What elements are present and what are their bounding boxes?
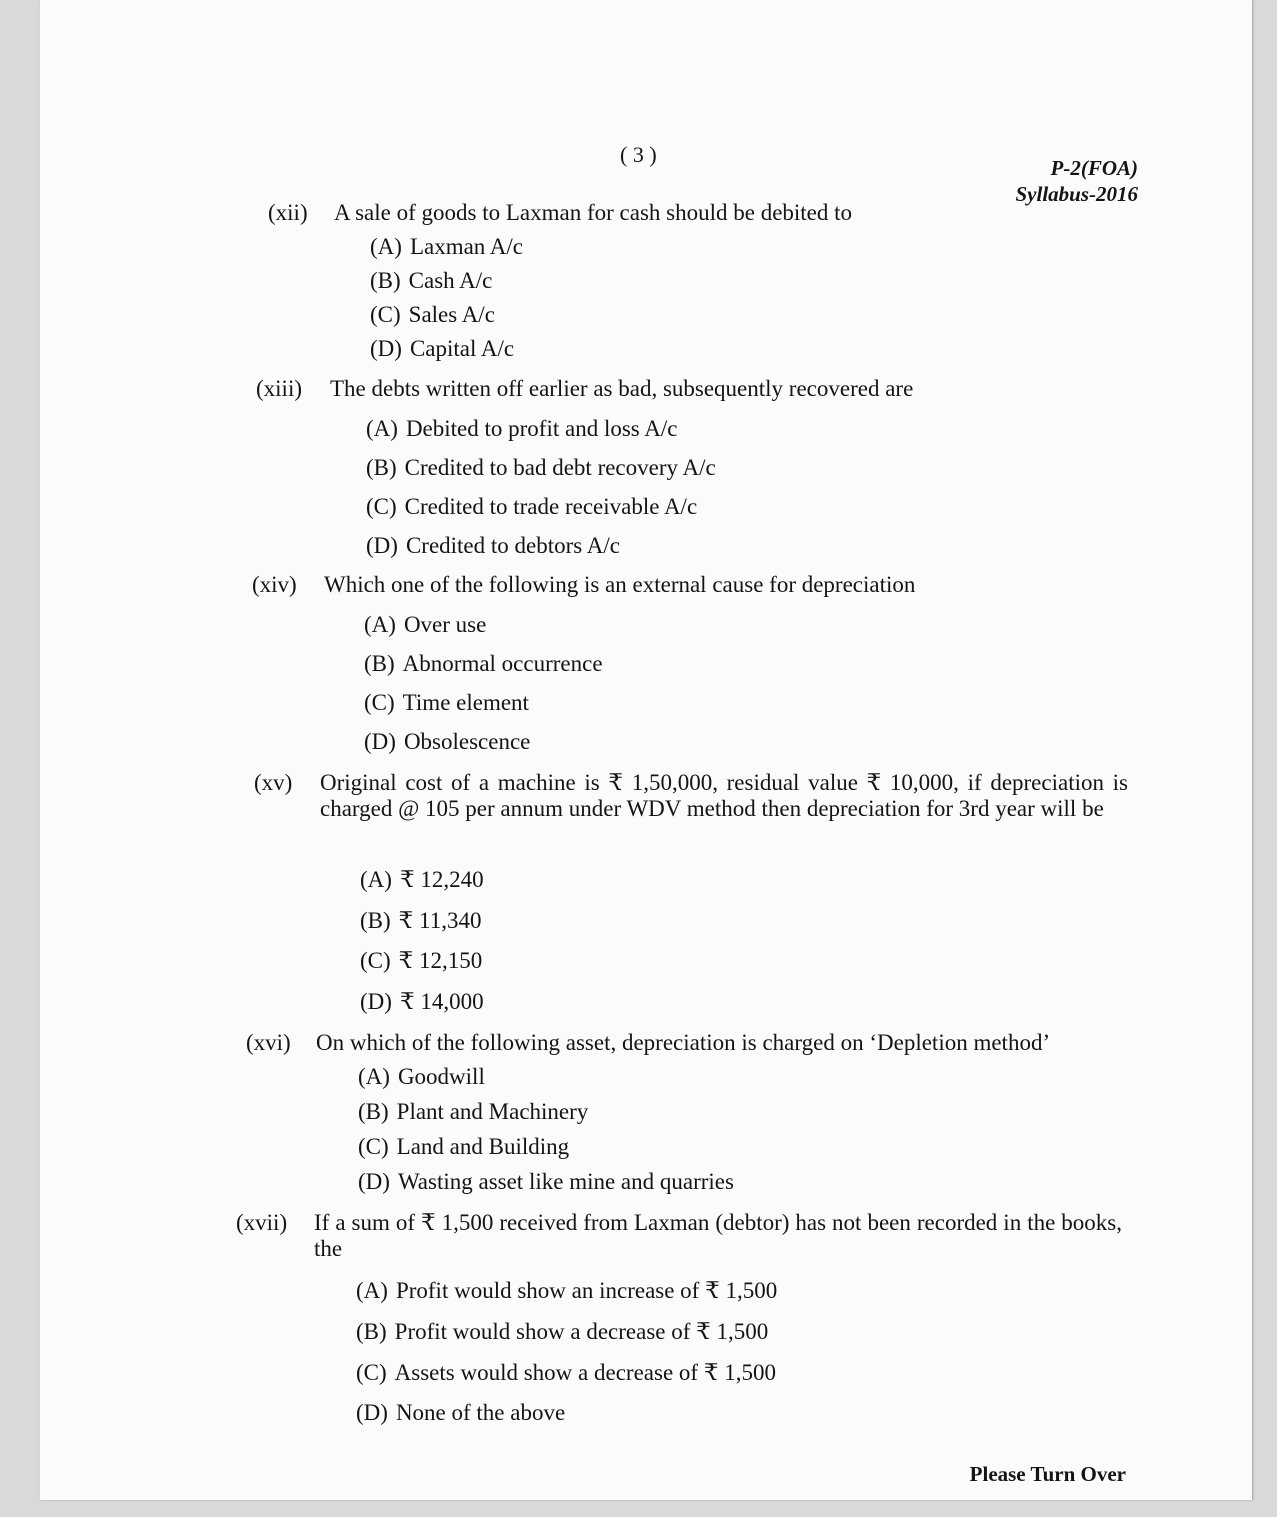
- option-text: Assets would show a decrease of ₹ 1,500: [394, 1360, 776, 1385]
- option-d: [366, 533, 620, 559]
- option-letter: (B): [370, 268, 401, 293]
- option-text: Profit would show a decrease of ₹ 1,500: [394, 1319, 769, 1344]
- option-c: [358, 1134, 569, 1160]
- option-text: ₹ 12,240: [399, 867, 484, 892]
- option-text: Credited to bad debt recovery A/c: [404, 455, 716, 480]
- option-letter: (C): [370, 302, 401, 327]
- option-a: [366, 416, 677, 442]
- option-letter: (B): [356, 1319, 387, 1344]
- option-text: Abnormal occurrence: [402, 651, 603, 676]
- option-letter: (D): [366, 533, 398, 558]
- question-number: (xiv): [252, 572, 297, 597]
- option-letter: (A): [366, 416, 398, 441]
- question-text: On which of the following asset, depreciation is charged on ‘Depletion method’: [316, 1030, 1051, 1055]
- question-text: A sale of goods to Laxman for cash should be debited to: [334, 200, 853, 225]
- option-a: [358, 1064, 485, 1090]
- option-letter: (D): [356, 1400, 388, 1425]
- option-letter: (D): [360, 989, 392, 1014]
- question-text: If a sum of ₹ 1,500 received from Laxman (debtor) has not been recorded in the books, the: [314, 1210, 1122, 1261]
- option-letter: (D): [370, 336, 402, 361]
- option-text: Capital A/c: [409, 336, 515, 361]
- option-c: [356, 1360, 776, 1386]
- option-letter: (B): [358, 1099, 389, 1124]
- question-text: The debts written off earlier as bad, subsequently recovered are: [330, 376, 914, 401]
- option-text: Laxman A/c: [409, 234, 523, 259]
- question-number: (xiii): [256, 376, 302, 401]
- page-number: ( 3 ): [620, 142, 657, 167]
- option-letter: (C): [358, 1134, 389, 1159]
- option-text: Profit would show an increase of ₹ 1,500: [395, 1278, 778, 1303]
- option-d: [360, 989, 484, 1015]
- question-number: (xvii): [236, 1210, 288, 1235]
- option-a: [370, 234, 523, 260]
- option-text: Sales A/c: [408, 302, 495, 327]
- option-letter: (A): [364, 612, 396, 637]
- option-letter: (A): [356, 1278, 388, 1303]
- option-letter: (C): [356, 1360, 387, 1385]
- option-text: Time element: [402, 690, 529, 715]
- option-d: [356, 1400, 565, 1426]
- option-c: [360, 948, 482, 974]
- option-text: Over use: [403, 612, 487, 637]
- option-d: [370, 336, 514, 362]
- option-b: [356, 1319, 768, 1345]
- option-letter: (C): [366, 494, 397, 519]
- option-text: Wasting asset like mine and quarries: [397, 1169, 734, 1194]
- option-b: [364, 651, 603, 677]
- option-text: Land and Building: [396, 1134, 570, 1159]
- option-b: [366, 455, 716, 481]
- option-letter: (B): [360, 908, 391, 933]
- question-text: Which one of the following is an external cause for depreciation: [324, 572, 916, 597]
- option-a: [364, 612, 486, 638]
- option-d: [364, 729, 530, 755]
- syllabus-label: Syllabus-2016: [1015, 182, 1138, 206]
- question-number: (xv): [254, 770, 293, 795]
- option-letter: (C): [364, 690, 395, 715]
- option-letter: (A): [358, 1064, 390, 1089]
- option-letter: (C): [360, 948, 391, 973]
- option-text: Plant and Machinery: [396, 1099, 589, 1124]
- paper-code: P-2(FOA): [1050, 156, 1138, 180]
- option-text: None of the above: [395, 1400, 566, 1425]
- option-text: ₹ 14,000: [399, 989, 484, 1014]
- please-turn-over: Please Turn Over: [969, 1462, 1126, 1486]
- option-letter: (D): [358, 1169, 390, 1194]
- option-letter: (A): [370, 234, 402, 259]
- option-text: Obsolescence: [403, 729, 531, 754]
- exam-page: [40, 0, 1252, 1500]
- option-text: Goodwill: [397, 1064, 485, 1089]
- option-b: [370, 268, 492, 294]
- option-c: [370, 302, 495, 328]
- option-a: [356, 1278, 777, 1304]
- option-letter: (B): [364, 651, 395, 676]
- option-text: ₹ 12,150: [398, 948, 483, 973]
- option-a: [360, 867, 484, 893]
- option-text: Cash A/c: [408, 268, 493, 293]
- option-d: [358, 1169, 734, 1195]
- option-text: ₹ 11,340: [398, 908, 482, 933]
- option-letter: (B): [366, 455, 397, 480]
- question-number: (xvi): [246, 1030, 291, 1055]
- option-b: [358, 1099, 588, 1125]
- option-text: Debited to profit and loss A/c: [405, 416, 678, 441]
- question-text: Original cost of a machine is ₹ 1,50,000, residual value ₹ 10,000, if depreciation is charged @ 105 per annum under WDV method then depreciation for 3rd year will be: [320, 770, 1128, 821]
- option-b: [360, 908, 481, 934]
- option-letter: (A): [360, 867, 392, 892]
- option-text: Credited to debtors A/c: [405, 533, 620, 558]
- option-c: [366, 494, 697, 520]
- option-c: [364, 690, 529, 716]
- question-number: (xii): [268, 200, 308, 225]
- option-text: Credited to trade receivable A/c: [404, 494, 698, 519]
- option-letter: (D): [364, 729, 396, 754]
